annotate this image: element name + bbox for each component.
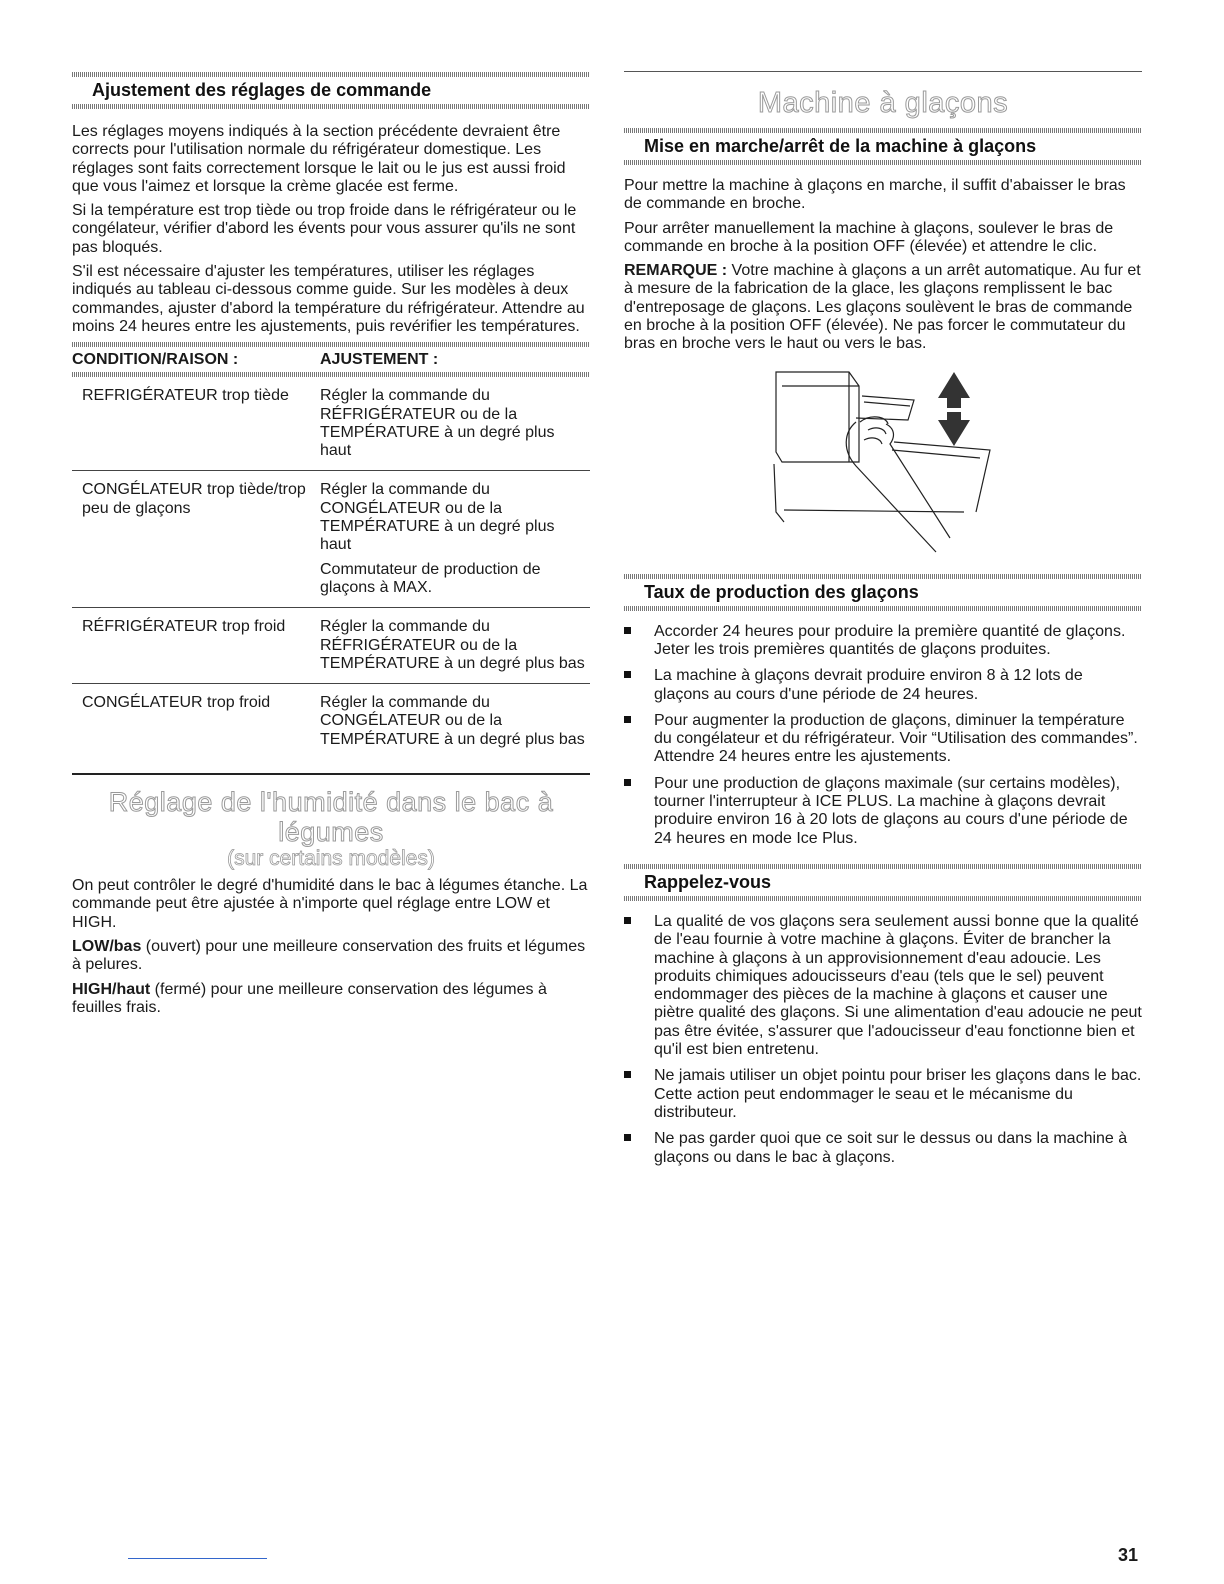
adjust-cell: Régler la commande du CONGÉLATEUR ou de la TEMPÉRATURE à un degré plus bas (320, 694, 585, 748)
adjust-cell: Régler la commande du RÉFRIGÉRATEUR ou de la TEMPÉRATURE à un degré plus haut (320, 377, 590, 471)
onoff-heading: Mise en marche/arrêt de la machine à glaçons (644, 136, 1037, 156)
square-bullet-icon (624, 917, 631, 924)
high-label: HIGH/haut (72, 980, 151, 998)
adjust-cell: Régler la commande du RÉFRIGÉRATEUR ou de la TEMPÉRATURE à un degré plus bas (320, 608, 590, 684)
right-column (624, 0, 1142, 1175)
humidity-title-line2: légumes (278, 817, 384, 848)
humidity-title-line1: Réglage de l'humidité dans le bac à (108, 787, 554, 818)
footer-link-line (128, 1558, 267, 1559)
rate-list (624, 623, 1142, 848)
square-bullet-icon (624, 716, 631, 723)
low-label: LOW/bas (72, 937, 142, 955)
list-item: Accorder 24 heures pour produire la première quantité de glaçons. Jeter les trois premières quantités de glaçons produites. (624, 623, 1142, 660)
list-item: La qualité de vos glaçons sera seulement aussi bonne que la qualité de l'eau fournie à votre machine à glaçons. Éviter de brancher la machine à glaçons à un approvisionnement d'eau adoucie. Les produits chimiques adoucisseurs d'eau (tels que le sel) peuvent endommager des pièces de la machine à glaçons et causer une piètre qualité des glaçons. Si une alimentation d'eau adoucie ne peut pas être évitée, s'assurer que l'adoucisseur d'eau fonctionne bien et qu'il est bien entretenu. (624, 913, 1142, 1059)
onoff-paragraph-2: Pour arrêter manuellement la machine à glaçons, soulever le bras de commande en broche à la position OFF (élevée) et attendre le clic. (624, 219, 1114, 255)
note-text: Votre machine à glaçons a un arrêt automatique. Au fur et à mesure de la fabrication de la glace, les glaçons remplissent le bac d'entreposage de glaçons. Les glaçons soulèvent le bras de commande en broche à la position OFF (élevée). Ne pas forcer le commutateur du bras en broche vers le haut ou vers le bas. (624, 262, 1141, 353)
page-number: 31 (1118, 1545, 1139, 1565)
square-bullet-icon (624, 1134, 631, 1141)
icemaker-title: Machine à glaçons (757, 87, 1009, 119)
remember-heading: Rappelez-vous (644, 871, 772, 892)
list-item: Pour une production de glaçons maximale (sur certains modèles), tourner l'interrupteur à ICE PLUS. La machine à glaçons devrait produire environ 16 à 20 lots de glaçons au cours d'une période de 24 heures en mode Ice Plus. (624, 775, 1142, 848)
onoff-paragraph-1: Pour mettre la machine à glaçons en marche, il suffit d'abaisser le bras de commande en broche. (624, 177, 1126, 213)
table-row (72, 608, 590, 684)
square-bullet-icon (624, 1071, 631, 1078)
icemaker-illustration (624, 362, 1142, 562)
square-bullet-icon (624, 779, 631, 786)
humidity-low (72, 938, 590, 975)
table-header-adjustment: AJUSTEMENT : (320, 351, 439, 369)
list-item: Pour augmenter la production de glaçons, diminuer la température du congélateur et du réfrigérateur. Voir “Utilisation des commandes”. Attendre 24 heures entre les ajustements. (624, 712, 1142, 767)
down-arrow-icon (938, 412, 970, 446)
high-text: (fermé) pour une meilleure conservation des légumes à feuilles frais. (72, 980, 547, 1016)
remember-list (624, 913, 1142, 1167)
low-text: (ouvert) pour une meilleure conservation des fruits et légumes à pelures. (72, 937, 586, 974)
rate-heading: Taux de production des glaçons (644, 581, 919, 602)
adjust-cell-extra: Commutateur de production de glaçons à MAX. (320, 560, 541, 596)
condition-cell: REFRIGÉRATEUR trop tiède (72, 377, 320, 471)
table-row (72, 377, 590, 471)
humidity-subtitle: (sur certains modèles) (227, 847, 435, 871)
left-column (72, 0, 590, 1023)
adjust-paragraph-1: Les réglages moyens indiqués à la section précédente devraient être corrects pour l'utilisation normale du réfrigérateur domestique. Les réglages sont faits correctement lorsque le lait ou le jus est aussi froid que vous l'aimez et lorsque la crème glacée est ferme. (72, 123, 566, 195)
table-row (72, 684, 590, 759)
table-row (72, 471, 590, 608)
square-bullet-icon (624, 627, 631, 634)
onoff-note (624, 262, 1142, 353)
list-item: Ne jamais utiliser un objet pointu pour briser les glaçons dans le bac. Cette action peut endommager le seau et le mécanisme du distributeur. (624, 1067, 1142, 1122)
adjust-paragraph-3: S'il est nécessaire d'ajuster les températures, utiliser les réglages indiqués au tableau ci-dessous comme guide. Sur les modèles à deux commandes, ajuster d'abord la température du réfrigérateur. Attendre au moins 24 heures entre les ajustements, puis revérifier les températures. (72, 263, 585, 335)
humidity-intro: On peut contrôler le degré d'humidité dans le bac à légumes étanche. La commande peut être ajustée à n'importe quel réglage entre LOW et HIGH. (72, 877, 588, 931)
up-arrow-icon (938, 372, 970, 408)
square-bullet-icon (624, 671, 631, 678)
condition-cell: RÉFRIGÉRATEUR trop froid (72, 608, 320, 684)
adjust-cell: Régler la commande du CONGÉLATEUR ou de la TEMPÉRATURE à un degré plus haut (320, 481, 555, 554)
note-label: REMARQUE : (624, 262, 728, 280)
adjust-paragraph-2: Si la température est trop tiède ou trop froide dans le réfrigérateur ou le congélateur, vérifier d'abord les évents pour vous assurer qu'ils ne sont pas bloqués. (72, 202, 577, 256)
condition-cell: CONGÉLATEUR trop tiède/trop peu de glaçons (72, 471, 320, 608)
list-item: La machine à glaçons devrait produire environ 8 à 12 lots de glaçons au cours d'une période de 24 heures. (624, 667, 1142, 704)
table-header-condition: CONDITION/RAISON : (72, 351, 239, 369)
humidity-high (72, 981, 590, 1018)
adjustment-table (72, 347, 590, 759)
list-item: Ne pas garder quoi que ce soit sur le dessus ou dans la machine à glaçons ou dans le bac à glaçons. (624, 1130, 1142, 1167)
condition-cell: CONGÉLATEUR trop froid (82, 694, 271, 712)
adjust-heading: Ajustement des réglages de commande (92, 80, 432, 100)
